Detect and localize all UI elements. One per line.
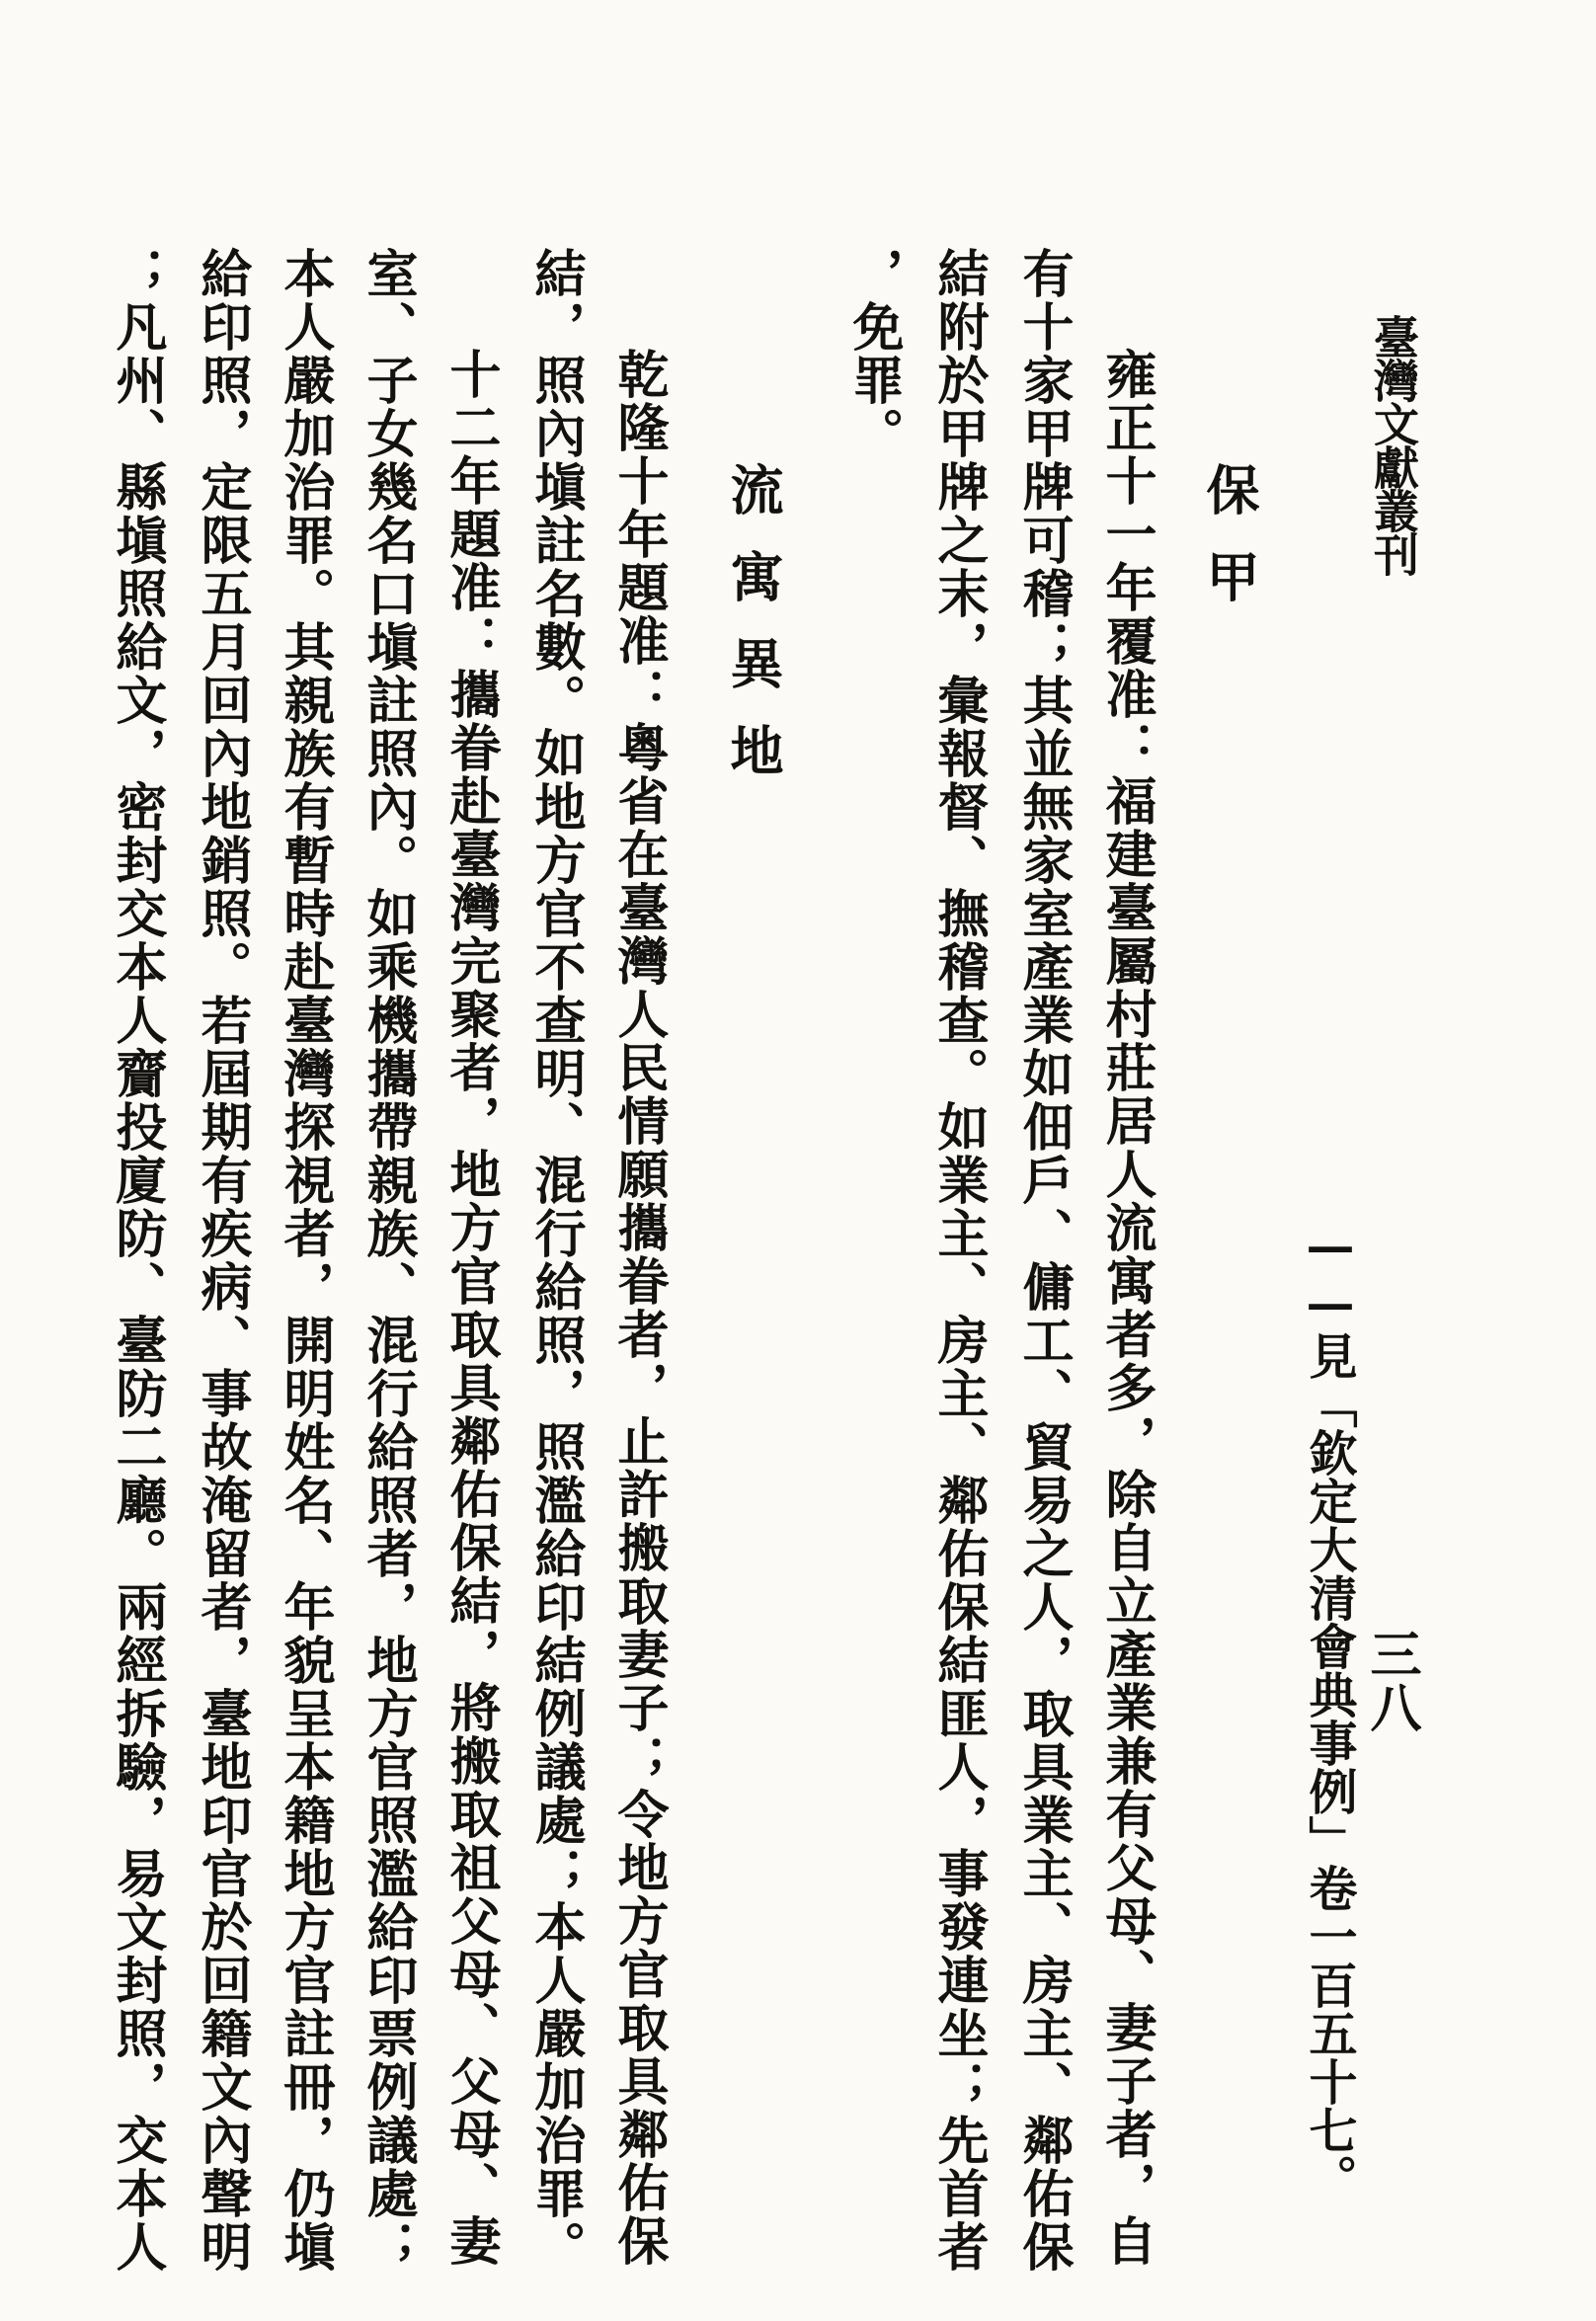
text-column: ，免罪。 <box>843 247 904 460</box>
section-heading-baojia: 保甲 <box>1198 462 1261 636</box>
text-column: 有十家甲牌可稽；其並無家室產業如佃戶、傭工、貿易之人，取具業主、房主、鄰佑保 <box>1013 247 1074 2274</box>
text-column: 本人嚴加治罪。其親族有暫時赴臺灣探視者，開明姓名、年貌呈本籍地方官註冊，仍塡 <box>275 247 335 2274</box>
text-column: 結，照內塡註名數。如地方官不查明、混行給照，照濫給印結例議處；本人嚴加治罪。 <box>525 247 586 2274</box>
text-column: 給印照，定限五月回內地銷照。若屆期有疾病、事故淹留者，臺地印官於回籍文內聲明 <box>192 247 252 2274</box>
text-column: 乾隆十年題准：粵省在臺灣人民情願攜眷者，止許搬取妻子；令地方官取具鄰佑保 <box>608 348 669 2268</box>
text-column: 雍正十一年覆准：福建臺屬村莊居人流寓者多，除自立產業兼有父母、妻子者，自 <box>1096 348 1157 2268</box>
text-column: 室、子女幾名口塡註照內。如乘機攜帶親族、混行給照者，地方官照濫給印票例議處； <box>358 247 418 2274</box>
page-number: 三八 <box>1361 1628 1421 1734</box>
citation-line: ——見「欽定大清會典事例」卷一百五十七。 <box>1302 1217 1359 2202</box>
text-column: ；凡州、縣塡照給文，密封交本人齎投廈防、臺防二廳。兩經拆驗，易文封照，交本人 <box>107 247 167 2274</box>
section-heading-liuyu: 流寓異地 <box>722 462 785 810</box>
text-column: 結附於甲牌之末，彙報督、撫稽查。如業主、房主、鄰佑保結匪人，事發連坐；先首者 <box>928 247 989 2274</box>
text-column: 十二年題准：攜眷赴臺灣完聚者，地方官取具鄰佑保結，將搬取祖父母、父母、妻 <box>440 348 501 2268</box>
series-title: 臺灣文獻叢刊 <box>1367 314 1420 575</box>
